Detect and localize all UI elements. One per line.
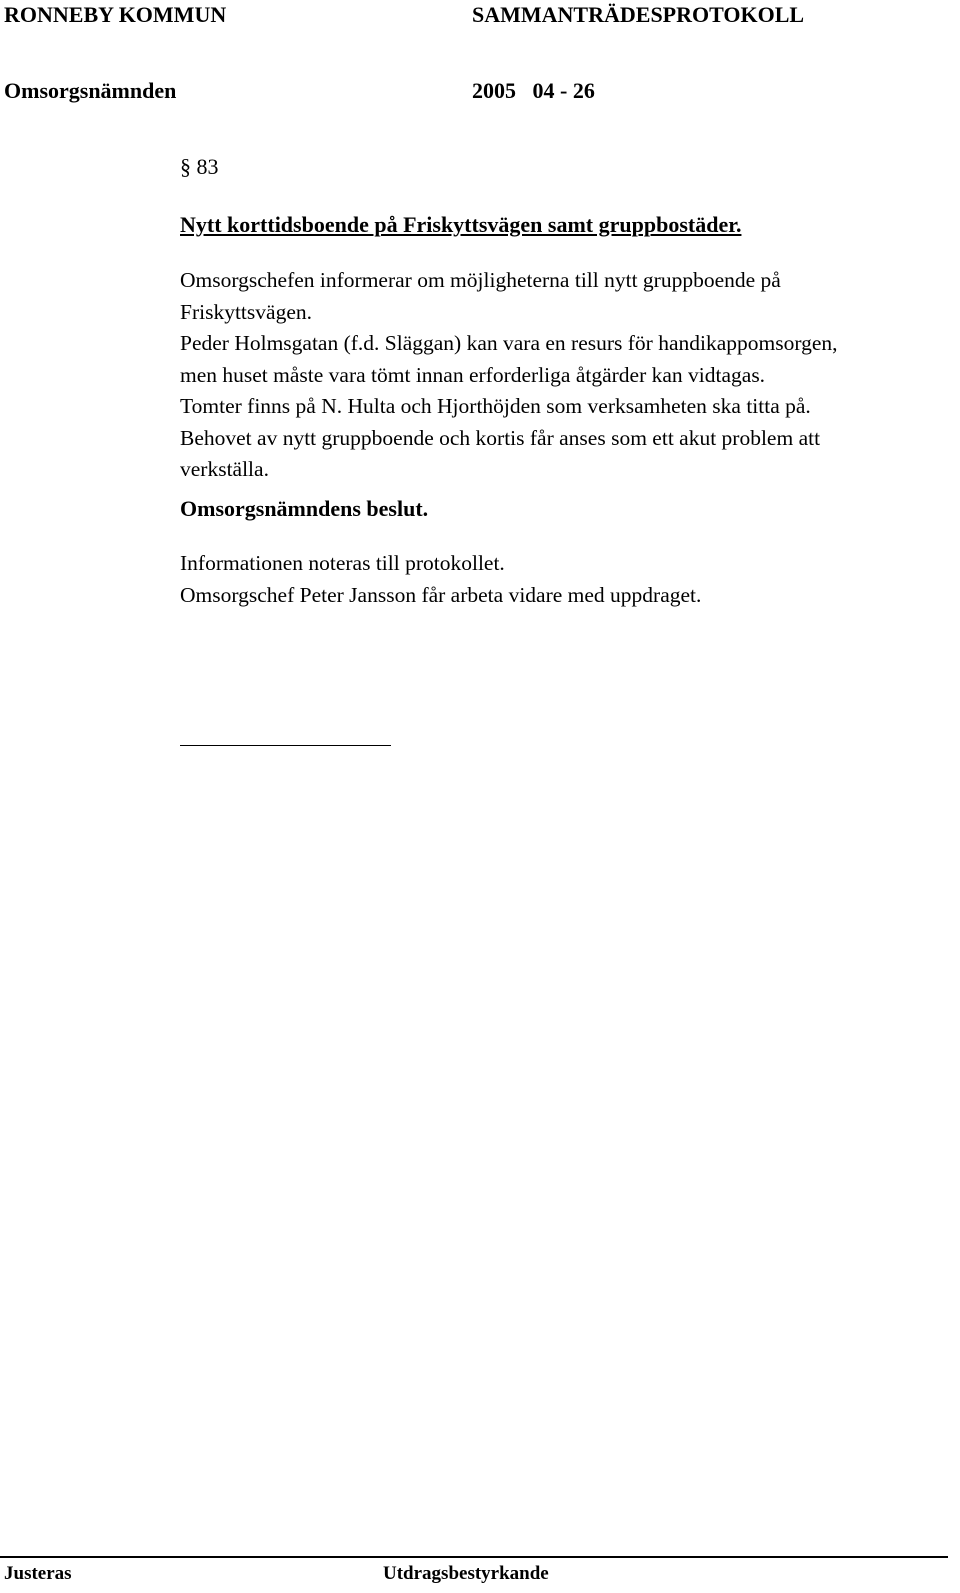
body-line: Behovet av nytt gruppboende och kortis får anses som ett akut problem att — [180, 425, 821, 450]
footer-utdragsbestyrkande-label: Utdragsbestyrkande — [383, 1563, 549, 1584]
body-line: Tomter finns på N. Hulta och Hjorthöjden som verksamheten ska titta på. — [180, 394, 811, 418]
body-line: Peder Holmsgatan (f.d. Släggan) kan vara en resurs för handikappomsorgen, — [180, 331, 838, 355]
meeting-date: 2005 04 - 26 — [472, 78, 595, 103]
organization-name: RONNEBY KOMMUN — [4, 2, 227, 27]
body-line: men huset måste vara tömt innan erforderliga åtgärder kan vidtagas. — [180, 362, 766, 387]
decision-text — [180, 548, 701, 611]
body-line: verkställa. — [180, 457, 269, 481]
decision-line: Omsorgschef Peter Jansson får arbeta vidare med uppdraget. — [180, 582, 702, 607]
footer-justeras-label: Justeras — [4, 1563, 72, 1584]
body-line: Omsorgschefen informerar om möjligheterna till nytt gruppboende på — [180, 268, 781, 292]
decision-heading: Omsorgsnämndens beslut. — [180, 496, 429, 521]
footer-divider — [0, 1556, 948, 1558]
decision-line: Informationen noteras till protokollet. — [180, 551, 505, 575]
signature-line — [180, 745, 391, 746]
committee-name: Omsorgsnämnden — [4, 78, 177, 103]
body-text — [180, 265, 838, 486]
section-title: Nytt korttidsboende på Friskyttsvägen samt gruppbostäder. — [180, 212, 742, 237]
section-number: § 83 — [180, 154, 219, 179]
document-type: SAMMANTRÄDESPROTOKOLL — [472, 2, 805, 27]
body-line: Friskyttsvägen. — [180, 299, 312, 324]
